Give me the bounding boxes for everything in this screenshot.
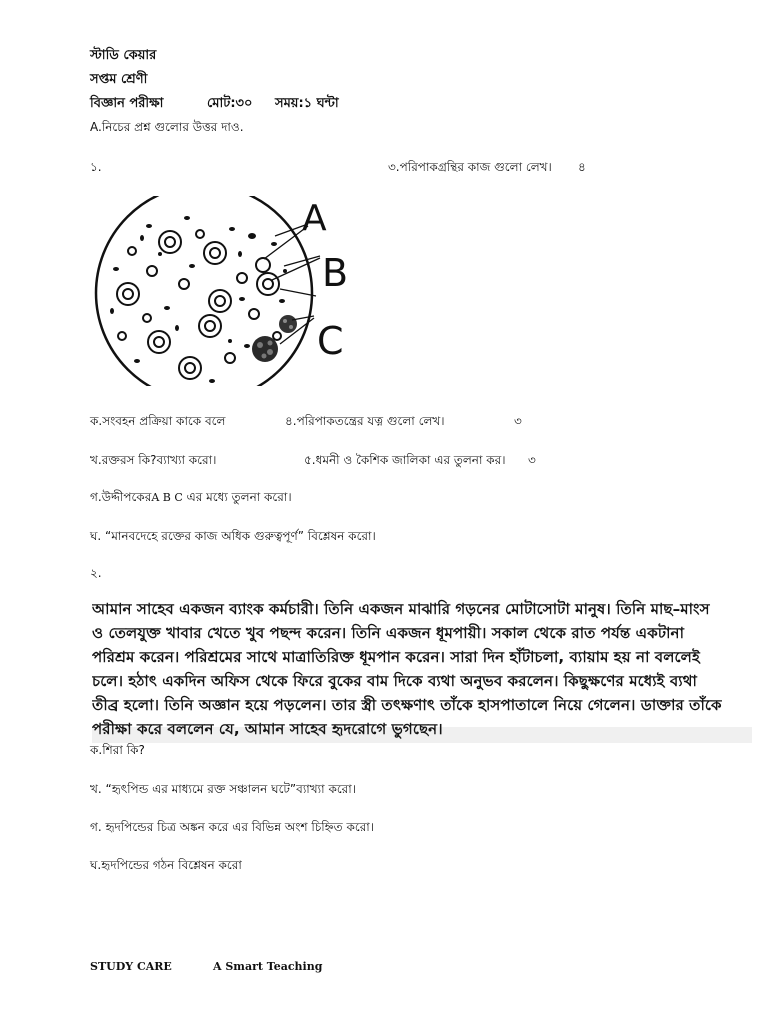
q1-sub-d: ঘ. “মানবদেহে রক্তের কাজ অধিক গুরুত্বপূর্ণ” বিশ্লেষন করো।	[90, 529, 376, 543]
blood-drop-outline	[96, 196, 312, 386]
footer-brand: STUDY CARE	[90, 960, 172, 973]
exam-subject: বিজ্ঞান পরীক্ষা	[90, 96, 164, 111]
q2-sub-a: ক.শিরা কি?	[90, 743, 145, 757]
total-marks: মোট:৩০	[207, 96, 253, 111]
q2-sub-b: খ. “হৃৎপিন্ড এর মাধ্যমে রক্ত সঞ্চালন ঘটে”ব্যাখ্যা করো।	[90, 782, 357, 796]
paragraph-line: তীব্র হলো। তিনি অজ্ঞান হয়ে পড়লেন। তার স্ত্রী তৎক্ষণাৎ তাঁকে হাসপাতালে নিয়ে গেলেন। ডাক্তার তাঁকে	[92, 696, 722, 714]
paragraph-line: চলে। হঠাৎ একদিন অফিস থেকে ফিরে বুকের বাম দিকে ব্যথা অনুভব করলেন। কিছুক্ষণের মধ্যেই ব্যথা	[92, 672, 697, 690]
school-name: স্টাডি কেয়ার	[90, 48, 157, 63]
q1-sub-c-post: এর মধ্যে তুলনা করো।	[186, 490, 292, 504]
question-3: ৩.পরিপাকগ্রন্থির কাজ গুলো লেখ।	[388, 160, 552, 174]
q1-sub-a: ক.সংবহন প্রক্রিয়া কাকে বলে	[90, 414, 226, 428]
paragraph-line: ও তেলযুক্ত খাবার খেতে খুব পছন্দ করেন। তিনি একজন ধূমপায়ী। সকাল থেকে রাত পর্যন্ত একটানা	[92, 624, 684, 642]
label-b: B	[322, 251, 349, 295]
q1-sub-c-pre: গ.উদ্দীপকের	[90, 490, 152, 504]
exam-time: সময়:১ ঘন্টা	[275, 96, 339, 111]
blood-cells-diagram	[92, 196, 362, 386]
paragraph-line: পরিশ্রম করেন। পরিশ্রমের সাথে মাত্রাতিরিক্ত ধূমপান করেন। সারা দিন হাঁটাচলা, ব্যায়াম হয় না বললেই	[92, 648, 700, 666]
question-5: ৫.ধমনী ও কৈশিক জালিকা এর তুলনা কর।	[304, 453, 506, 467]
q2-sub-c: গ. হৃদপিন্ডের চিত্র অঙ্কন করে এর বিভিন্ন অংশ চিহ্নিত করো।	[90, 820, 375, 834]
question-4: ৪.পরিপাকতন্ত্রের যত্ন গুলো লেখ।	[285, 414, 445, 428]
stimulus-paragraph	[92, 597, 752, 743]
question-3-marks: ৪	[578, 160, 586, 174]
question-4-marks: ৩	[514, 414, 522, 428]
q1-sub-b: খ.রক্তরস কি?ব্যাখ্যা করো।	[90, 453, 217, 467]
class-name: সপ্তম শ্রেণী	[90, 72, 148, 87]
paragraph-line: পরীক্ষা করে বললেন যে, আমান সাহেব হৃদরোগে ভুগছেন।	[92, 720, 443, 738]
label-c: C	[317, 319, 344, 363]
instruction: A.নিচের প্রশ্ন গুলোর উত্তর দাও.	[90, 120, 244, 134]
question-5-marks: ৩	[528, 453, 536, 467]
q1-sub-c	[90, 489, 292, 509]
label-a: A	[302, 198, 327, 239]
question-1-number: ১.	[90, 160, 102, 174]
q1-sub-c-abc: A B C	[151, 491, 183, 504]
footer-tagline: A Smart Teaching	[213, 960, 323, 973]
question-2-number: ২.	[90, 566, 102, 580]
q2-sub-d: ঘ.হৃদপিন্ডের গঠন বিশ্লেষন করো	[90, 858, 242, 872]
paragraph-line: আমান সাহেব একজন ব্যাংক কর্মচারী। তিনি একজন মাঝারি গড়নের মোটাসোটা মানুষ। তিনি মাছ–মাংস	[92, 600, 710, 618]
